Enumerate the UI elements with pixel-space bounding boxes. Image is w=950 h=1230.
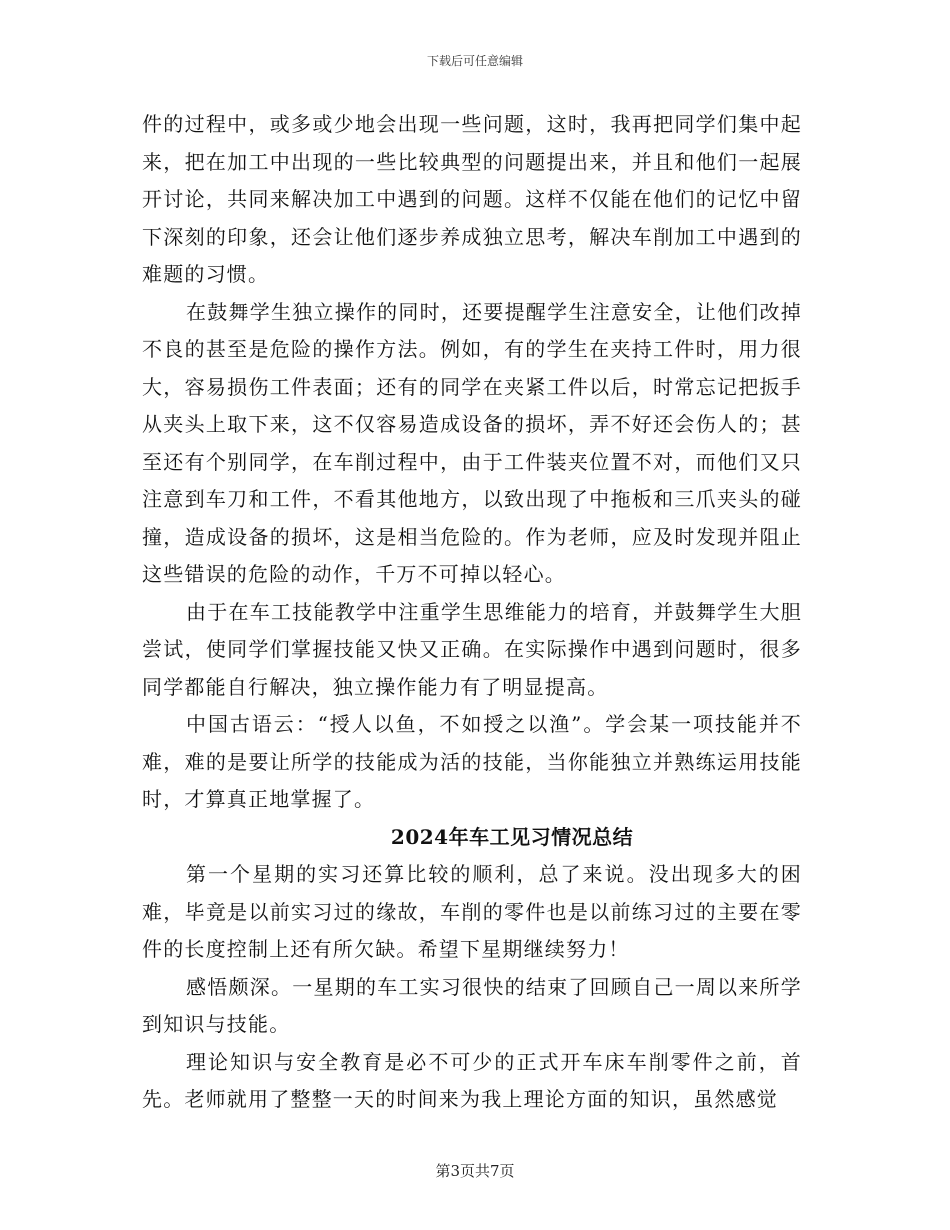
paragraph-thinking-ability: 由于在车工技能教学中注重学生思维能力的培育，并鼓舞学生大胆尝试，使同学们掌握技能又快又正确。在实际操作中遇到问题时，很多同学都能自行解决，独立操作能力有了明显提高。 [142, 599, 802, 699]
section-title: 2024年车工见习情况总结 [390, 824, 634, 849]
paragraph-theory: 理论知识与安全教育是必不可少的正式开车床车削零件之前，首先。老师就用了整整一天的时间来为我上理论方面的知识，虽然感觉 [142, 1049, 802, 1111]
paragraph-safety: 在鼓舞学生独立操作的同时，还要提醒学生注意安全，让他们改掉不良的甚至是危险的操作方法。例如，有的学生在夹持工件时，用力很大，容易损伤工件表面；还有的同学在夹紧工件以后，时常忘记把扳手从夹头上取下来，这不仅容易造成设备的损坏，弄不好还会伤人的；甚至还有个别同学，在车削过程中，由于工件装夹位置不对，而他们又只注意到车刀和工件，不看其他地方，以致出现了中拖板和三爪夹头的碰撞，造成设备的损坏，这是相当危险的。作为老师，应及时发现并阻止这些错误的危险的动作，千万不可掉以轻心。 [142, 299, 802, 586]
paragraph-proverb: 中国古语云：“授人以鱼，不如授之以渔”。学会某一项技能并不难，难的是要让所学的技能成为活的技能，当你能独立并熟练运用技能时，才算真正地掌握了。 [142, 712, 802, 811]
paragraph-continued: 件的过程中，或多或少地会出现一些问题，这时，我再把同学们集中起来，把在加工中出现的一些比较典型的问题提出来，并且和他们一起展开讨论，共同来解决加工中遇到的问题。这样不仅能在他们的记忆中留下深刻的印象，还会让他们逐步养成独立思考，解决车削加工中遇到的难题的习惯。 [142, 112, 802, 286]
paragraph-reflection: 感悟颇深。一星期的车工实习很快的结束了回顾自己一周以来所学到知识与技能。 [142, 974, 802, 1036]
document-body [142, 106, 802, 1119]
paragraph-first-week: 第一个星期的实习还算比较的顺利，总了来说。没出现多大的困难，毕竟是以前实习过的缘故，车削的零件也是以前练习过的主要在零件的长度控制上还有所欠缺。希望下星期继续努力！ [142, 862, 802, 961]
page-number: 第3页共7页 [435, 1162, 515, 1180]
page-header-note: 下载后可任意编辑 [426, 54, 523, 68]
